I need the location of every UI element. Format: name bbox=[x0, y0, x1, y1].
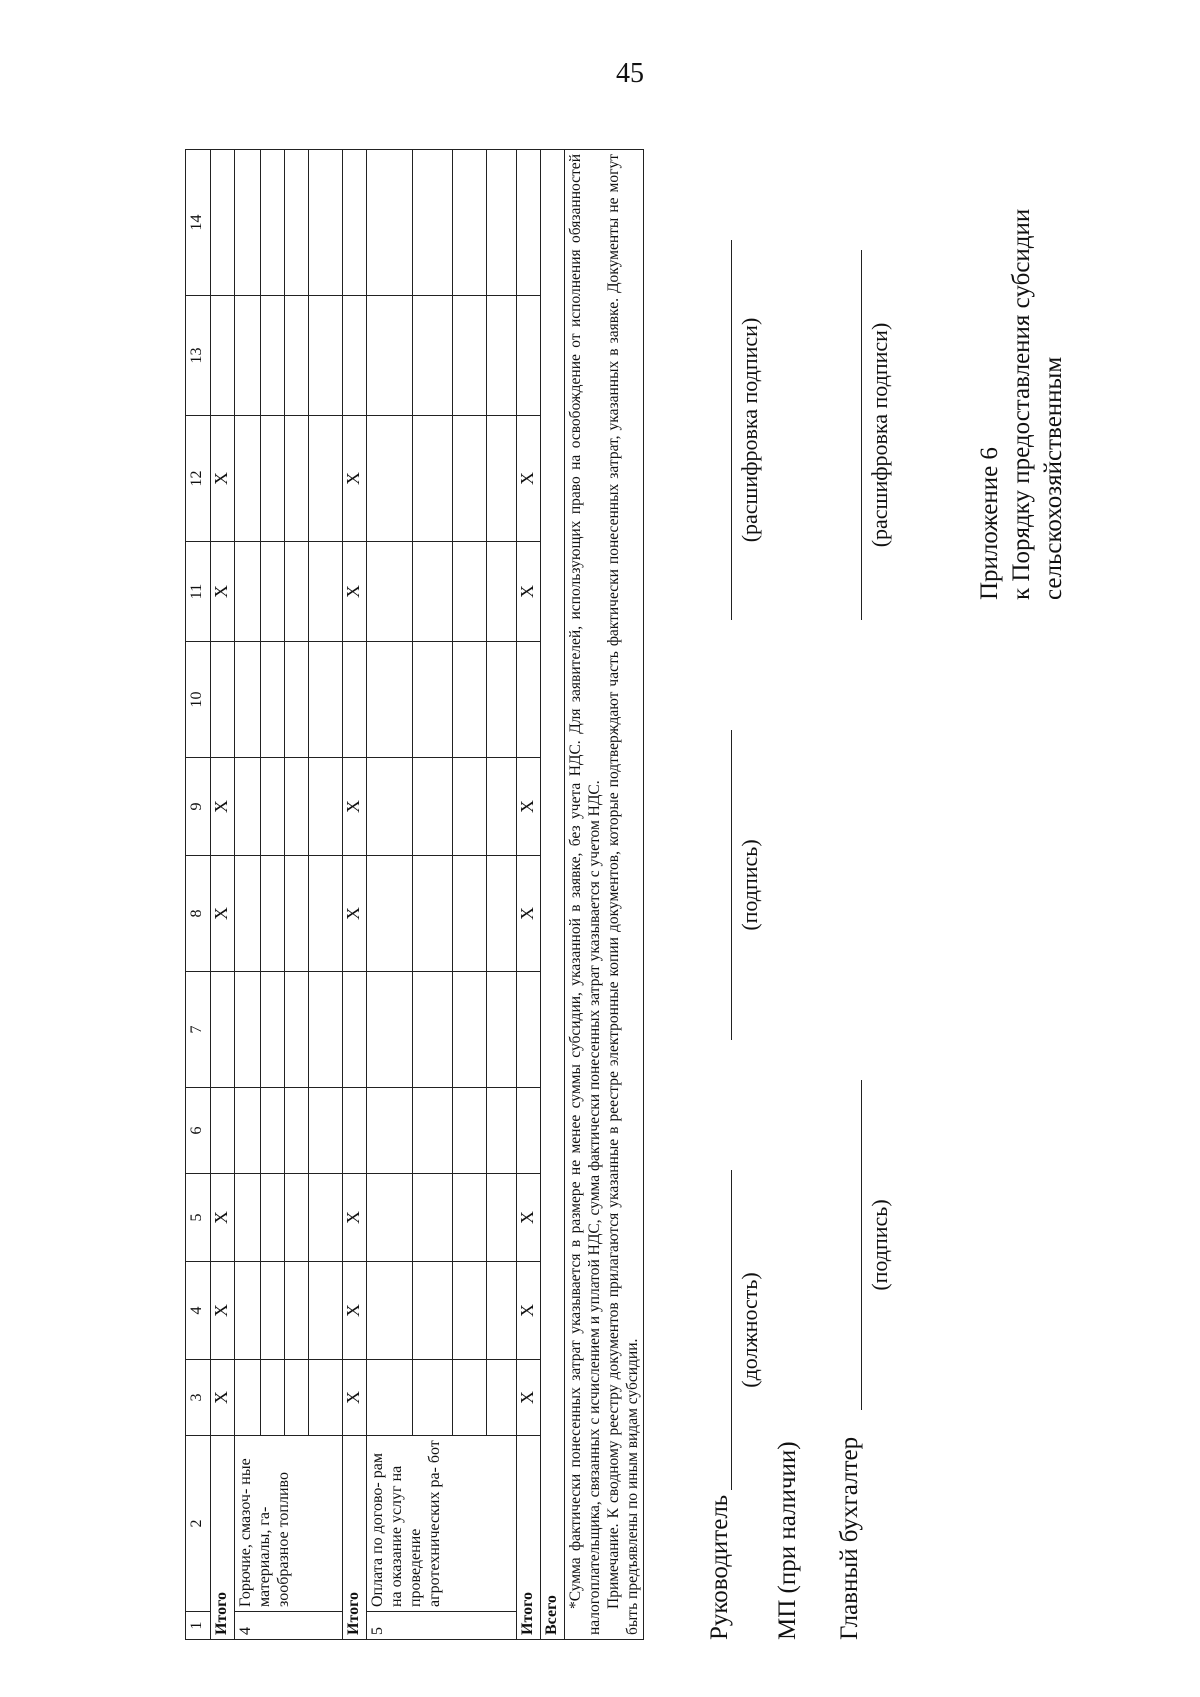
mark-cell bbox=[343, 296, 367, 416]
footnote-vat: *Сумма фактически понесенных затрат указывается в размере не менее суммы субсидии, указанной в заявке, без учета НДС. Для заявителей, использующих право на освобождение от исполнения обязанностей налогоплательщика, связанных с исчислением и уплатой НДС, сумма фактически понесенных затрат указывается с учетом НДС. bbox=[567, 154, 603, 1635]
mark-cell: X bbox=[517, 1174, 541, 1262]
decoding-caption: (расшифровка подписи) bbox=[737, 317, 762, 543]
mark-cell: X bbox=[211, 1360, 235, 1436]
mark-cell bbox=[343, 1088, 367, 1174]
item-number: 5 bbox=[367, 1612, 517, 1640]
head-label: Руководитель bbox=[706, 1494, 733, 1640]
total-label: Итого bbox=[211, 1436, 235, 1640]
accountant-decoding-caption: (расшифровка подписи) bbox=[867, 322, 892, 548]
header-cell: 14 bbox=[186, 150, 211, 296]
header-cell: 8 bbox=[186, 856, 211, 972]
accountant-signature-line bbox=[861, 1080, 862, 1410]
mark-cell bbox=[517, 150, 541, 296]
decoding-line bbox=[731, 240, 732, 620]
appendix-order: к Порядку предоставления субсидии bbox=[1008, 208, 1035, 600]
mark-cell bbox=[517, 642, 541, 758]
mark-cell bbox=[517, 1088, 541, 1174]
signature-caption: (подпись) bbox=[737, 839, 762, 931]
table-row bbox=[565, 150, 644, 1640]
mark-cell bbox=[211, 296, 235, 416]
total-label: Итого bbox=[343, 1436, 367, 1640]
stamp-label: МП (при наличии) bbox=[774, 1441, 801, 1640]
mark-cell: X bbox=[517, 542, 541, 642]
header-cell: 5 bbox=[186, 1174, 211, 1262]
grand-total-label: Всего bbox=[541, 150, 565, 1640]
table-row bbox=[541, 150, 565, 1640]
mark-cell: X bbox=[211, 856, 235, 972]
table-header-row bbox=[186, 150, 211, 1640]
mark-cell bbox=[343, 642, 367, 758]
table-row bbox=[235, 150, 261, 1640]
mark-cell: X bbox=[211, 758, 235, 856]
mark-cell bbox=[211, 150, 235, 296]
mark-cell: X bbox=[343, 856, 367, 972]
item-number: 4 bbox=[235, 1612, 343, 1640]
table-row bbox=[261, 150, 285, 1640]
mark-cell: X bbox=[517, 1262, 541, 1360]
mark-cell: X bbox=[211, 1262, 235, 1360]
table-row bbox=[367, 150, 413, 1640]
appendix-recipients: сельскохозяйственным bbox=[1040, 356, 1067, 600]
header-cell: 13 bbox=[186, 296, 211, 416]
mark-cell: X bbox=[343, 758, 367, 856]
position-caption: (должность) bbox=[737, 1272, 762, 1388]
mark-cell bbox=[343, 150, 367, 296]
mark-cell: X bbox=[343, 1360, 367, 1436]
table-row bbox=[453, 150, 487, 1640]
table-row bbox=[211, 150, 235, 1640]
rotated-page-content bbox=[185, 150, 1185, 1640]
header-cell: 12 bbox=[186, 416, 211, 542]
mark-cell: X bbox=[211, 416, 235, 542]
table-row bbox=[413, 150, 453, 1640]
mark-cell bbox=[517, 296, 541, 416]
position-line bbox=[731, 1170, 732, 1490]
header-cell: 1 bbox=[186, 1612, 211, 1640]
mark-cell bbox=[211, 972, 235, 1088]
footnote-remark: Примечание. К сводному реестру документов прилагаются указанные в реестре электронные копии документов, которые подтверждают часть фактически понесенных затрат, указанных в заявке. Документы не могут быть предъявлены по иным видам субсидии. bbox=[605, 154, 641, 1635]
mark-cell bbox=[343, 972, 367, 1088]
appendix-title: Приложение 6 bbox=[976, 447, 1003, 600]
header-cell: 9 bbox=[186, 758, 211, 856]
table-row bbox=[285, 150, 309, 1640]
mark-cell: X bbox=[343, 416, 367, 542]
table-row bbox=[343, 150, 367, 1640]
mark-cell: X bbox=[517, 416, 541, 542]
item-name: Горючие, смазоч- ные материалы, га- зообразное топливо bbox=[235, 1436, 343, 1612]
mark-cell: X bbox=[517, 758, 541, 856]
header-cell: 2 bbox=[186, 1436, 211, 1612]
total-label: Итого bbox=[517, 1436, 541, 1640]
header-cell: 7 bbox=[186, 972, 211, 1088]
accountant-label: Главный бухгалтер bbox=[836, 1436, 863, 1640]
mark-cell bbox=[211, 642, 235, 758]
header-cell: 11 bbox=[186, 542, 211, 642]
table-footnote bbox=[565, 150, 644, 1640]
accountant-decoding-line bbox=[861, 250, 862, 620]
mark-cell bbox=[517, 972, 541, 1088]
header-cell: 10 bbox=[186, 642, 211, 758]
page-number: 45 bbox=[616, 58, 644, 89]
expense-registry-table bbox=[185, 149, 644, 1640]
mark-cell: X bbox=[517, 856, 541, 972]
signature-line bbox=[731, 730, 732, 1040]
mark-cell: X bbox=[343, 1174, 367, 1262]
mark-cell bbox=[211, 1088, 235, 1174]
header-cell: 6 bbox=[186, 1088, 211, 1174]
mark-cell: X bbox=[343, 542, 367, 642]
table-row bbox=[309, 150, 343, 1640]
mark-cell: X bbox=[517, 1360, 541, 1436]
header-cell: 3 bbox=[186, 1360, 211, 1436]
header-cell: 4 bbox=[186, 1262, 211, 1360]
mark-cell: X bbox=[211, 1174, 235, 1262]
table-row bbox=[517, 150, 541, 1640]
mark-cell: X bbox=[211, 542, 235, 642]
table-row bbox=[487, 150, 517, 1640]
item-name: Оплата по догово- рам на оказание услуг на проведение агротехнических ра- бот bbox=[367, 1436, 517, 1612]
mark-cell: X bbox=[343, 1262, 367, 1360]
accountant-signature-caption: (подпись) bbox=[867, 1199, 892, 1291]
